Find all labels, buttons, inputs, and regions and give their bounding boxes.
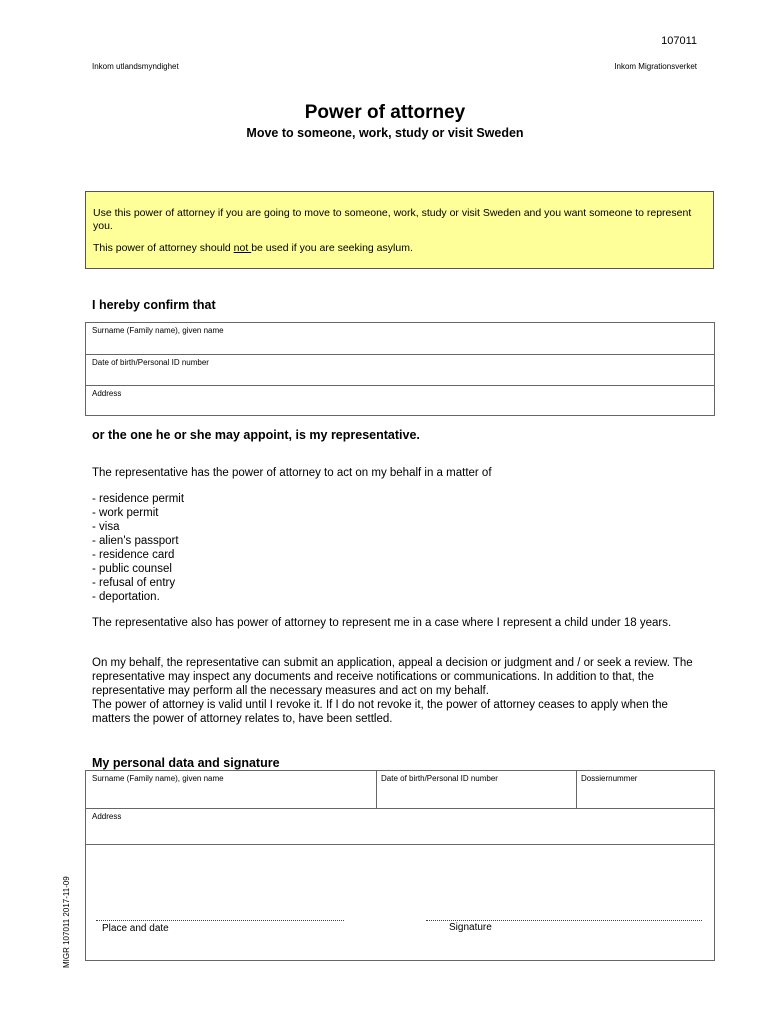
representative-dob-field[interactable] <box>86 354 714 385</box>
my-name-field[interactable] <box>86 771 376 808</box>
list-item: - residence card <box>92 549 175 561</box>
list-item: - work permit <box>92 507 159 519</box>
personal-id-row <box>86 771 714 808</box>
confirm-heading: I hereby confirm that <box>92 298 216 312</box>
my-dob-field[interactable] <box>376 771 577 808</box>
list-item: - alien's passport <box>92 535 179 547</box>
representative-name-field[interactable] <box>86 323 714 354</box>
powers-intro: The representative has the power of attorney to act on my behalf in a matter of <box>92 467 492 479</box>
notice-box <box>85 191 714 269</box>
list-item: - refusal of entry <box>92 577 176 589</box>
powers-list <box>92 492 702 604</box>
behalf-text-2: The power of attorney is valid until I revoke it. If I do not revoke it, the power of attorney ceases to apply when the matters the power of attorney relates to, have been settled. <box>92 699 668 725</box>
representative-heading: or the one he or she may appoint, is my representative. <box>92 428 420 442</box>
field-label: Address <box>92 812 122 821</box>
field-label: Surname (Family name), given name <box>92 774 224 783</box>
list-item: - deportation. <box>92 591 160 603</box>
personal-data-box <box>85 770 715 961</box>
field-label: Date of birth/Personal ID number <box>92 358 209 367</box>
form-number: 107011 <box>661 35 697 47</box>
signature-row[interactable] <box>86 844 714 961</box>
powers-list-block <box>92 492 702 604</box>
list-item: - public counsel <box>92 563 172 575</box>
signature-label: Signature <box>449 922 492 933</box>
personal-data-heading: My personal data and signature <box>92 756 280 770</box>
form-version-code: MIGR 107011 2017-11-09 <box>62 876 71 968</box>
field-label: Surname (Family name), given name <box>92 326 224 335</box>
representative-address-field[interactable] <box>86 385 714 415</box>
dossier-number-field[interactable] <box>576 771 715 808</box>
field-label: Dossiernummer <box>581 774 638 783</box>
page-title: Power of attorney <box>304 102 466 123</box>
notice-text-2 <box>93 242 705 255</box>
inkom-migrationsverket-label: Inkom Migrationsverket <box>614 62 697 71</box>
notice-not-underlined: not <box>233 242 252 254</box>
field-label: Date of birth/Personal ID number <box>381 774 498 783</box>
child-paragraph: The representative also has power of attorney to represent me in a case where I represent a child under 18 years. <box>92 617 672 629</box>
place-date-label: Place and date <box>102 923 169 934</box>
inkom-utlandsmyndighet-label: Inkom utlandsmyndighet <box>92 62 179 71</box>
confirm-fields-box <box>85 322 715 416</box>
my-address-field[interactable] <box>86 808 714 844</box>
place-date-line <box>96 920 344 921</box>
list-item: - residence permit <box>92 493 185 505</box>
notice-text-1: Use this power of attorney if you are going to move to someone, work, study or visit Sweden and you want someone to represent you. <box>93 207 692 232</box>
notice-text-2-after: be used if you are seeking asylum. <box>251 242 413 254</box>
field-label: Address <box>92 389 122 398</box>
behalf-paragraph <box>92 656 696 726</box>
signature-line <box>426 920 702 921</box>
page-subtitle: Move to someone, work, study or visit Sweden <box>246 126 524 140</box>
notice-text-2-before: This power of attorney should <box>93 242 234 254</box>
behalf-text-1: On my behalf, the representative can submit an application, appeal a decision or judgment and / or seek a review. The representative may inspect any documents and receive notifications or communications. In addition to that, the representative may perform all the necessary measures and act on my behalf. <box>92 657 693 697</box>
list-item: - visa <box>92 521 120 533</box>
